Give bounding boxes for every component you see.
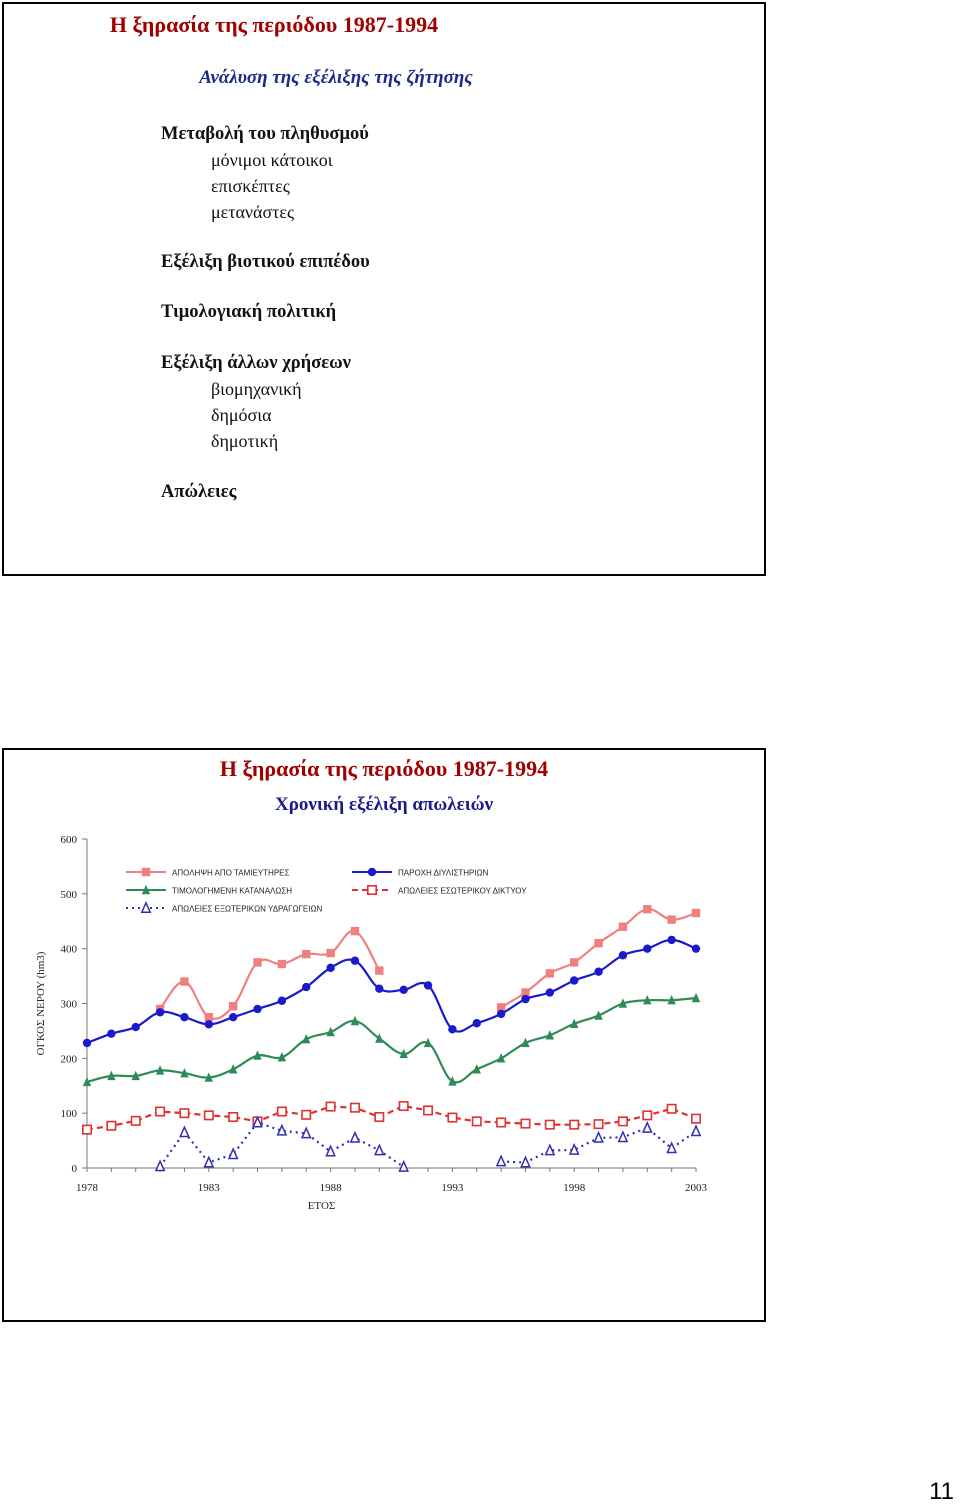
data-point [473, 1117, 481, 1125]
x-tick-label: 1978 [76, 1182, 98, 1194]
data-point [570, 958, 578, 966]
series-line-1 [87, 940, 696, 1043]
data-point [399, 1162, 407, 1171]
slide-1-title: Η ξηρασία της περιόδου 1987-1994 [109, 12, 439, 37]
data-point [594, 967, 602, 975]
data-point [229, 1002, 237, 1010]
data-point [351, 1133, 359, 1142]
y-tick-label: 100 [60, 1108, 77, 1121]
data-point [132, 1023, 140, 1031]
data-point [302, 983, 310, 991]
data-point [497, 1118, 505, 1126]
data-point [594, 939, 602, 947]
section-item: μόνιμοι κάτοικοι [211, 150, 333, 170]
data-point [132, 1117, 140, 1125]
data-point [643, 905, 651, 913]
data-point [83, 1125, 91, 1133]
section-other-uses [161, 351, 351, 454]
section-item: δημόσια [211, 405, 272, 425]
data-point [570, 976, 578, 984]
data-point [180, 1109, 188, 1117]
data-point [229, 1013, 237, 1021]
legend-label: ΑΠΩΛΕΙΕΣ ΕΞΩΤΕΡΙΚΩΝ ΥΔΡΑΓΩΓΕΙΩΝ [172, 904, 323, 914]
data-point [302, 950, 310, 958]
y-tick-label: 300 [60, 998, 77, 1011]
legend-swatch-marker [142, 868, 150, 876]
data-point [594, 1120, 602, 1128]
y-tick-label: 200 [60, 1053, 77, 1066]
data-point [253, 1005, 261, 1013]
data-point [375, 1145, 383, 1154]
section-item: βιομηχανική [211, 379, 302, 399]
y-axis-label: ΟΓΚΟΣ ΝΕΡΟΥ (hm3) [35, 951, 47, 1056]
data-point [375, 984, 383, 992]
section-item: δημοτική [211, 431, 279, 451]
data-point [375, 1113, 383, 1121]
section-losses [161, 480, 236, 505]
y-tick-label: 500 [60, 888, 77, 901]
section-heading: Απώλειες [161, 482, 237, 502]
data-point [326, 949, 334, 957]
data-point [619, 1132, 627, 1141]
data-point [302, 1111, 310, 1119]
data-point [253, 958, 261, 966]
data-point [619, 1117, 627, 1125]
data-point [278, 960, 286, 968]
data-point [692, 944, 700, 952]
section-heading: Εξέλιξη βιοτικού επιπέδου [161, 252, 370, 272]
data-point [546, 1120, 554, 1128]
data-point [521, 995, 529, 1003]
x-tick-label: 1983 [197, 1182, 220, 1194]
section-heading: Εξέλιξη άλλων χρήσεων [161, 353, 351, 373]
data-point [667, 915, 675, 923]
data-point [667, 936, 675, 944]
data-point [205, 1157, 213, 1166]
y-tick-label: 0 [71, 1163, 77, 1175]
data-point [473, 1019, 481, 1027]
data-point [375, 1033, 383, 1042]
slide-1-subtitle: Ανάλυση της εξέλιξης της ζήτησης [199, 67, 473, 88]
data-point [326, 964, 334, 972]
data-point [326, 1102, 334, 1110]
data-point [180, 1127, 188, 1136]
y-tick-label: 400 [60, 943, 77, 956]
legend-label: ΤΙΜΟΛΟΓΗΜΕΝΗ ΚΑΤΑΝΑΛΩΣΗ [172, 886, 293, 896]
data-point [278, 997, 286, 1005]
data-point [521, 1157, 529, 1166]
series-line-2 [87, 998, 696, 1082]
data-point [594, 1133, 602, 1142]
legend-label: ΑΠΩΛΕΙΕΣ ΕΣΩΤΕΡΙΚΟΥ ΔΙΚΤΥΟΥ [398, 886, 527, 896]
data-point [692, 1126, 700, 1135]
data-point [107, 1029, 115, 1037]
data-point [399, 986, 407, 994]
data-point [546, 988, 554, 996]
legend-swatch-marker [368, 886, 376, 894]
data-point [643, 944, 651, 952]
section-heading: Τιμολογιακή πολιτική [161, 302, 337, 322]
x-tick-label: 1998 [563, 1182, 586, 1194]
legend-swatch-marker [368, 868, 376, 876]
x-tick-label: 1993 [441, 1182, 464, 1194]
data-point [375, 966, 383, 974]
section-population [161, 122, 369, 225]
series-line-3 [87, 1106, 696, 1130]
data-point [692, 1114, 700, 1122]
data-point [424, 1106, 432, 1114]
data-point [643, 1111, 651, 1119]
data-point [399, 1102, 407, 1110]
slide-2-title: Η ξηρασία της περιόδου 1987-1994 [219, 756, 549, 781]
data-point [205, 1111, 213, 1119]
data-point [351, 927, 359, 935]
slide-1 [2, 2, 766, 576]
data-point [180, 977, 188, 985]
data-point [692, 909, 700, 917]
legend-label: ΠΑΡΟΧΗ ΔΙΥΛΙΣΤΗΡΙΩΝ [398, 868, 489, 878]
data-point [351, 957, 359, 965]
data-point [643, 1123, 651, 1132]
x-tick-label: 2003 [685, 1182, 707, 1194]
y-tick-label: 600 [60, 834, 77, 846]
section-living-standard [161, 250, 370, 275]
x-tick-label: 1988 [319, 1182, 342, 1194]
data-point [278, 1107, 286, 1115]
data-point [619, 951, 627, 959]
series-line-0 [501, 909, 696, 1007]
data-point [619, 923, 627, 931]
data-point [448, 1113, 456, 1121]
section-heading: Μεταβολή του πληθυσμού [161, 124, 369, 144]
data-point [156, 1008, 164, 1016]
slide-2 [2, 748, 766, 1322]
data-point [180, 1013, 188, 1021]
data-point [546, 969, 554, 977]
data-point [497, 1156, 505, 1165]
losses-line-chart [4, 750, 764, 1320]
data-point [229, 1113, 237, 1121]
data-point [156, 1161, 164, 1170]
data-point [570, 1120, 578, 1128]
page-number: 11 [929, 1478, 954, 1505]
data-point [83, 1039, 91, 1047]
data-point [521, 1119, 529, 1127]
section-item: επισκέπτες [211, 176, 290, 196]
data-point [448, 1025, 456, 1033]
legend-swatch-marker [142, 903, 150, 912]
data-point [229, 1149, 237, 1158]
data-point [156, 1107, 164, 1115]
section-item: μετανάστες [211, 202, 295, 222]
data-point [667, 1105, 675, 1113]
section-pricing-policy [161, 300, 336, 325]
data-point [497, 1010, 505, 1018]
data-point [351, 1103, 359, 1111]
data-point [107, 1122, 115, 1130]
data-point [205, 1020, 213, 1028]
legend-label: ΑΠΟΛΗΨΗ ΑΠΟ ΤΑΜΙΕΥΤΗΡΕΣ [172, 868, 290, 878]
x-axis-label: ΕΤΟΣ [307, 1200, 336, 1212]
slide-2-subtitle: Χρονική εξέλιξη απωλειών [275, 794, 493, 815]
data-point [424, 981, 432, 989]
